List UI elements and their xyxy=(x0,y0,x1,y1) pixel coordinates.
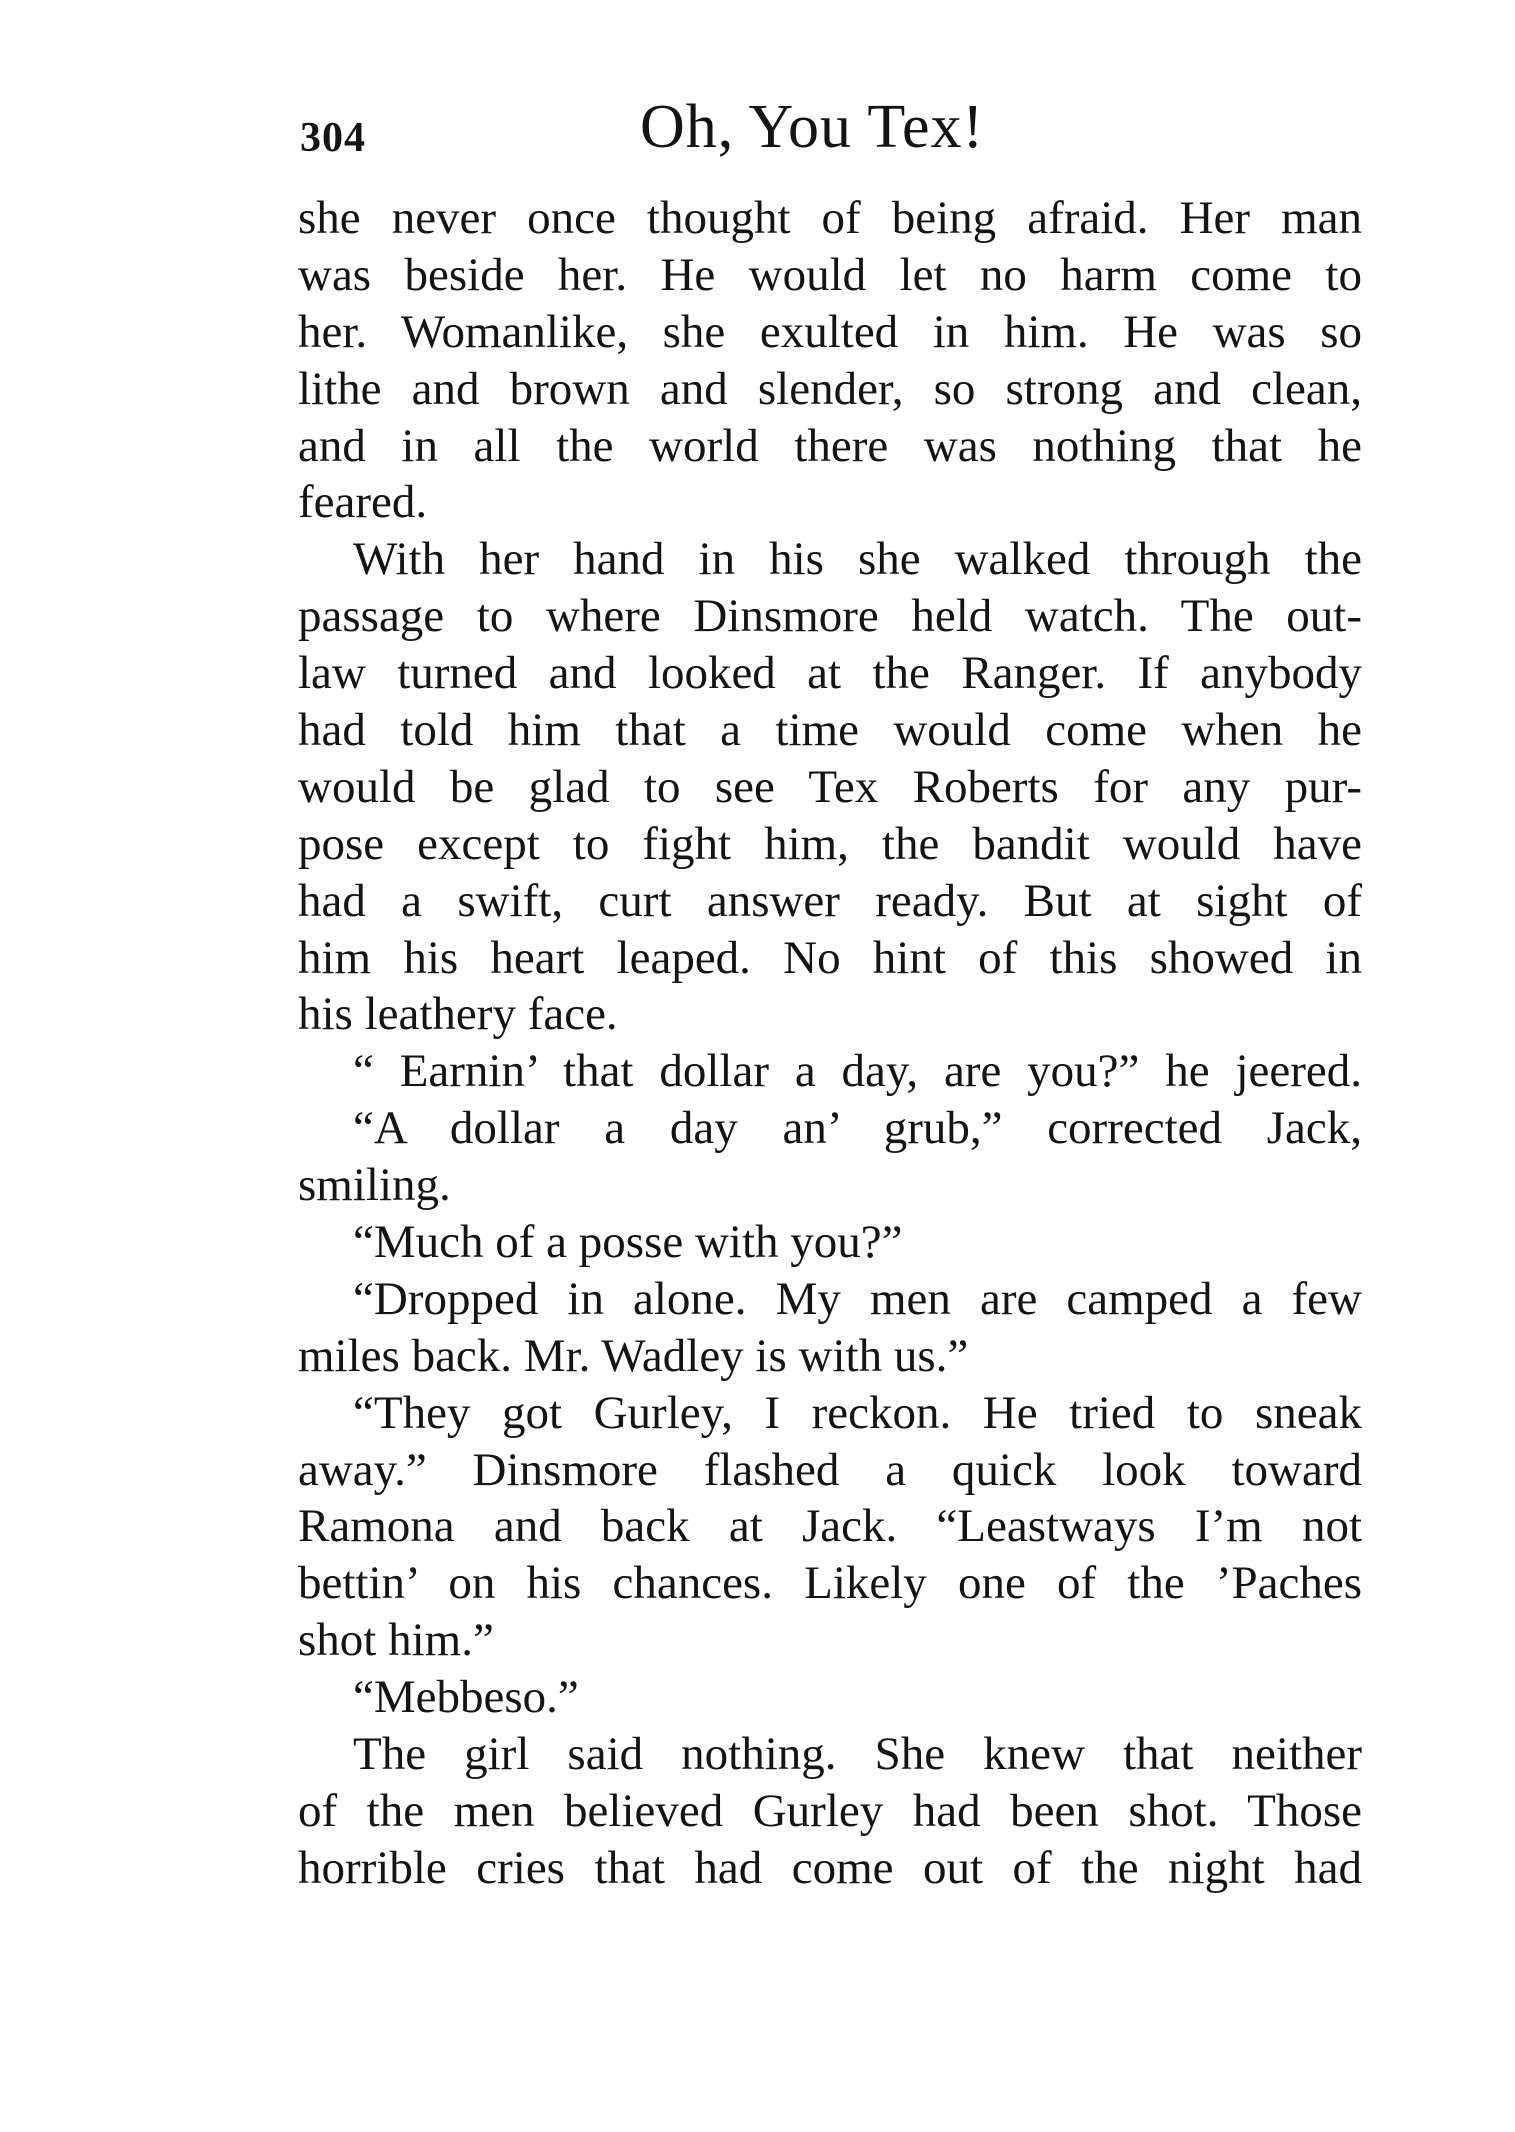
text-line: “Dropped in alone. My men are camped a few xyxy=(353,1272,1362,1325)
text-line: horrible cries that had come out of the night had xyxy=(298,1841,1362,1894)
running-title: Oh, You Tex! xyxy=(640,93,985,161)
body-text xyxy=(298,190,1362,1897)
text-line: his leathery face. xyxy=(298,988,618,1041)
text-line: she never once thought of being afraid. Her man xyxy=(298,192,1362,244)
text-line: her. Womanlike, she exulted in him. He was so xyxy=(298,305,1362,358)
text-line: feared. xyxy=(298,476,428,529)
text-line: would be glad to see Tex Roberts for any pur- xyxy=(298,760,1362,813)
text-line: of the men believed Gurley had been shot. Those xyxy=(298,1784,1362,1837)
text-line: The girl said nothing. She knew that neither xyxy=(353,1728,1362,1781)
text-line: Ramona and back at Jack. “Leastways I’m not xyxy=(298,1500,1362,1553)
text-line: had told him that a time would come when he xyxy=(298,704,1362,757)
text-line: “ Earnin’ that dollar a day, are you?” he jeered. xyxy=(353,1045,1362,1098)
text-line: “A dollar a day an’ grub,” corrected Jack, xyxy=(353,1102,1362,1155)
text-line: With her hand in his she walked through the xyxy=(353,533,1362,586)
text-line: “Much of a posse with you?” xyxy=(353,1216,903,1269)
text-line: had a swift, curt answer ready. But at sight of xyxy=(298,874,1362,927)
text-line: miles back. Mr. Wadley is with us.” xyxy=(298,1329,969,1382)
text-line: was beside her. He would let no harm come to xyxy=(298,248,1362,301)
text-line: pose except to fight him, the bandit would have xyxy=(298,817,1362,870)
text-line: “They got Gurley, I reckon. He tried to sneak xyxy=(353,1386,1362,1439)
text-line: him his heart leaped. No hint of this showed in xyxy=(298,931,1362,984)
text-line: and in all the world there was nothing that he xyxy=(298,419,1362,472)
text-line: away.” Dinsmore flashed a quick look toward xyxy=(298,1443,1362,1496)
text-line: bettin’ on his chances. Likely one of the ’Paches xyxy=(298,1557,1362,1610)
text-line: lithe and brown and slender, so strong and clean, xyxy=(298,362,1362,415)
text-line: passage to where Dinsmore held watch. The out- xyxy=(298,590,1362,643)
text-line: “Mebbeso.” xyxy=(353,1671,579,1724)
text-line: smiling. xyxy=(298,1159,451,1212)
page-number: 304 xyxy=(300,115,366,161)
text-line: law turned and looked at the Ranger. If anybody xyxy=(298,647,1362,700)
text-line: shot him.” xyxy=(298,1614,494,1667)
page-header xyxy=(300,92,1360,182)
